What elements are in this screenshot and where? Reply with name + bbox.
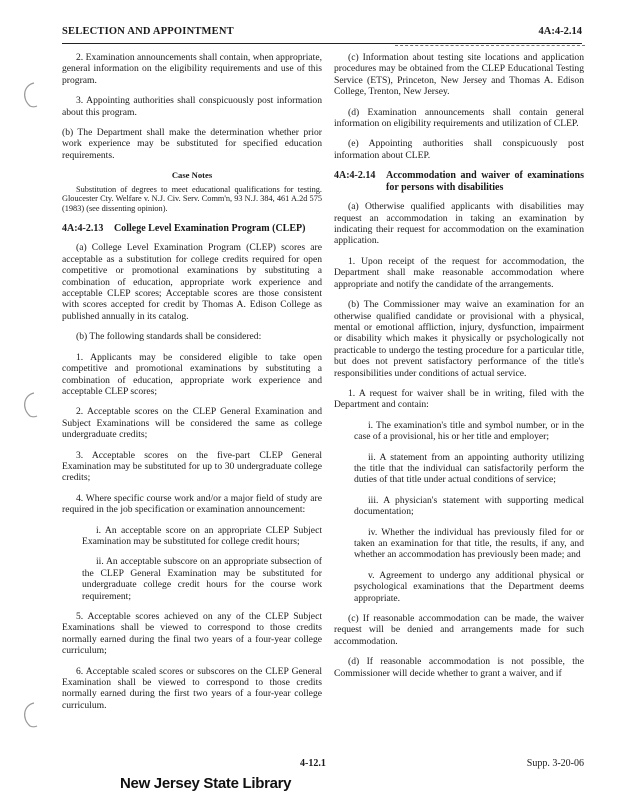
header-dashed-rule — [395, 45, 585, 46]
sub-list-item: iv. Whether the individual has previously filed for or taken an examination for that title, the results, if any, and whether an accommodation has previously been made; and — [354, 526, 584, 561]
list-item: 2. Acceptable scores on the CLEP General Examination and Subject Examinations will be considered the same as college undergraduate credits; — [62, 406, 322, 441]
list-item: 5. Acceptable scores achieved on any of the CLEP Subject Examinations shall be viewed to correspond to those credits normally earned during the final two years of a four-year college curriculum; — [62, 611, 322, 657]
list-item: 3. Acceptable scores on the five-part CLEP General Examination may be substituted for up to 30 undergraduate college credits; — [62, 449, 322, 484]
running-header — [62, 26, 582, 42]
case-notes-heading: Case Notes — [171, 170, 213, 181]
paragraph: (d) If reasonable accommodation is not possible, the Commissioner will decide whether to grant a waiver, and if — [334, 656, 584, 679]
paragraph: (b) The following standards shall be considered: — [76, 331, 262, 343]
case-notes-text: Substitution of degrees to meet educational qualifications for testing. Gloucester Cty. Welfare v. N.J. Civ. Serv. Comm'n, 93 N.J. 384, 461 A.2d 575 (1983) (see dissenting opinion). — [62, 184, 322, 213]
header-rule — [62, 43, 582, 44]
section-number: 4A:4-2.14 — [334, 170, 376, 182]
sub-list-item: iii. A physician's statement with supporting medical documentation; — [354, 494, 584, 518]
header-section-number: 4A:4-2.14 — [538, 26, 582, 37]
paragraph: 2. Examination announcements shall contain, when appropriate, general information on the eligibility requirements and use of this program. — [62, 52, 322, 86]
section-heading-2-14 — [334, 170, 584, 194]
list-item: 1. A request for waiver shall be in writing, filed with the Department and contain: — [334, 387, 584, 411]
left-column — [62, 52, 322, 720]
binder-hole-middle — [18, 390, 42, 420]
supplement-date: Supp. 3-20-06 — [526, 758, 584, 769]
right-column — [334, 52, 584, 688]
list-item: 4. Where specific course work and/or a major field of study are required in the job specification or examination announcement: — [62, 492, 322, 516]
section-number: 4A:4-2.13 — [62, 223, 104, 235]
paragraph: (c) If reasonable accommodation can be made, the waiver request will be denied and arrangements made for such accommodation. — [334, 613, 584, 647]
section-title: College Level Examination Program (CLEP) — [114, 223, 306, 235]
sub-list-item: i. The examination's title and symbol number, or in the case of a provisional, his or her title and employer; — [354, 419, 584, 443]
paragraph: (b) The Commissioner may waive an examination for an otherwise qualified candidate or provisional with a physical, mental or emotional affliction, injury, dysfunction, impairment or disability which makes it physically or psychologically not practicable to undergo the testing procedure for a particular title, but does not prevent satisfactory performance of the title's responsibilities under conditions of actual service. — [334, 299, 584, 379]
paragraph: (c) Information about testing site locations and application procedures may be obtained from the CLEP Educational Testing Service (ETS), Princeton, New Jersey and Thomas A. Edison College, Trenton, New Jersey. — [334, 52, 584, 98]
sub-list-item: ii. An acceptable subscore on an appropriate subsection of the CLEP General Examination may be substituted for undergraduate college credit hours for the course work requirement; — [82, 556, 322, 602]
sub-list-item: v. Agreement to undergo any additional physical or psychological examinations that the Department deems appropriate. — [354, 569, 584, 604]
list-item: 6. Acceptable scaled scores or subscores on the CLEP General Examination shall be viewed to correspond to those credits normally earned during the first two years of a four-year college curriculum. — [62, 665, 322, 711]
paragraph: (a) Otherwise qualified applicants with disabilities may request an accommodation in taking an examination by indicating their request for accommodation on the examination application. — [334, 201, 584, 247]
section-title: Accommodation and waiver of examinations for persons with disabilities — [386, 170, 584, 194]
section-heading-2-13 — [62, 223, 322, 235]
paragraph: 3. Appointing authorities shall conspicuously post information about this program. — [62, 95, 322, 118]
binder-hole-top — [18, 80, 42, 110]
sub-list-item: i. An acceptable score on an appropriate CLEP Subject Examination may be substituted for college credit hours; — [82, 524, 322, 547]
paragraph: (a) College Level Examination Program (CLEP) scores are acceptable as a substitution for college credits required for open competitive or promotional examinations by substituting a combination of education, appropriate work experience and acceptable CLEP scores; Acceptable scores are those consistent with scores accepted for credit by Thomas A. Edison College as published annually in its catalog. — [62, 242, 322, 322]
list-item: 1. Applicants may be considered eligible to take open competitive and promotional examinations by substituting a combination of education, appropriate work experience and acceptable CLEP scores; — [62, 351, 322, 397]
sub-list-item: ii. A statement from an appointing authority utilizing the title that the individual can satisfactorily perform the duties of that title under actual conditions of service; — [354, 451, 584, 486]
paragraph: (b) The Department shall make the determination whether prior work experience may be substituted for specified education requirements. — [62, 127, 322, 161]
list-item: 1. Upon receipt of the request for accommodation, the Department shall make reasonable accommodation where appropriate and notify the candidate of the arrangements. — [334, 255, 584, 290]
library-stamp: New Jersey State Library — [120, 775, 292, 792]
paragraph: (d) Examination announcements shall contain general information on eligibility requirements and utilization of CLEP. — [334, 106, 584, 130]
header-title: SELECTION AND APPOINTMENT — [62, 26, 234, 37]
paragraph: (e) Appointing authorities shall conspicuously post information about CLEP. — [334, 138, 584, 161]
binder-hole-bottom — [18, 700, 42, 730]
page-number: 4-12.1 — [300, 758, 326, 769]
